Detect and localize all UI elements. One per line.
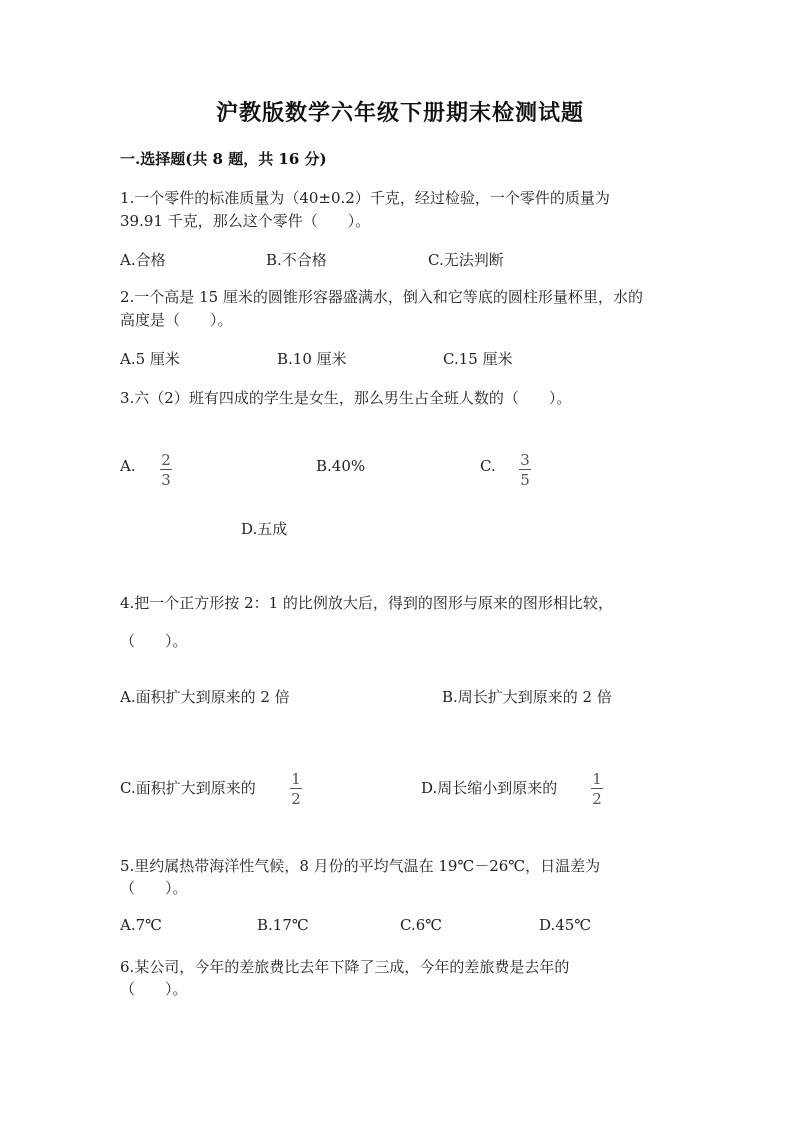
fraction-numerator: 1 (291, 770, 301, 788)
fraction-denominator: 3 (161, 471, 171, 489)
fraction-bar (591, 788, 603, 789)
question-1-line-2: 39.91 千克，那么这个零件（ ）。 (120, 212, 371, 230)
question-3-line-1: 3.六（2）班有四成的学生是女生，那么男生占全班人数的（ ）。 (120, 389, 572, 407)
question-4-option-d-fraction (591, 771, 603, 807)
question-4-option-d-label: D.周长缩小到原来的 (421, 779, 558, 797)
fraction-denominator: 2 (291, 790, 301, 808)
question-2-option-a: A.5 厘米 (120, 350, 180, 368)
question-5-option-d: D.45℃ (539, 916, 592, 934)
question-6-line-2: （ ）。 (120, 980, 188, 998)
fraction-numerator: 2 (161, 451, 171, 469)
question-3-option-c-fraction (519, 452, 531, 488)
question-1-option-b: B.不合格 (266, 251, 327, 269)
page-title: 沪教版数学六年级下册期末检测试题 (215, 100, 584, 126)
question-4-option-a: A.面积扩大到原来的 2 倍 (120, 688, 290, 706)
fraction-bar (160, 469, 172, 470)
question-3-option-d: D.五成 (241, 520, 288, 538)
question-5-line-2: （ ）。 (120, 879, 188, 897)
question-1-line-1: 1.一个零件的标准质量为（40±0.2）千克，经过检验，一个零件的质量为 (120, 189, 610, 207)
question-5-option-b: B.17℃ (257, 916, 309, 934)
question-5-option-a: A.7℃ (120, 916, 162, 934)
fraction-denominator: 5 (520, 471, 530, 489)
fraction-denominator: 2 (592, 790, 602, 808)
question-5-line-1: 5.里约属热带海洋性气候，8 月份的平均气温在 19℃－26℃，日温差为 (120, 857, 601, 875)
question-4-line-1: 4.把一个正方形按 2：1 的比例放大后，得到的图形与原来的图形相比较， (120, 594, 613, 612)
question-4-option-c-fraction (290, 771, 302, 807)
question-1-option-c: C.无法判断 (428, 251, 504, 269)
question-4-option-c-label: C.面积扩大到原来的 (120, 779, 256, 797)
section-heading: 一.选择题(共 8 题，共 16 分) (120, 150, 327, 168)
fraction-numerator: 3 (520, 451, 530, 469)
question-3-option-a-label: A. (120, 457, 136, 475)
question-6-line-1: 6.某公司，今年的差旅费比去年下降了三成，今年的差旅费是去年的 (120, 958, 570, 976)
question-3-option-b: B.40% (316, 457, 366, 475)
question-3-option-a-fraction (160, 452, 172, 488)
question-4-option-b: B.周长扩大到原来的 2 倍 (442, 688, 612, 706)
question-2-option-c: C.15 厘米 (443, 350, 513, 368)
question-1-option-a: A.合格 (120, 251, 166, 269)
question-2-option-b: B.10 厘米 (277, 350, 347, 368)
question-2-line-1: 2.一个高是 15 厘米的圆锥形容器盛满水，倒入和它等底的圆柱形量杯里，水的 (120, 288, 643, 306)
question-5-option-c: C.6℃ (400, 916, 443, 934)
question-2-line-2: 高度是（ ）。 (120, 311, 233, 329)
fraction-bar (519, 469, 531, 470)
fraction-numerator: 1 (592, 770, 602, 788)
fraction-bar (290, 788, 302, 789)
question-3-option-c-label: C. (480, 457, 496, 475)
question-4-line-2: （ ）。 (120, 632, 188, 650)
